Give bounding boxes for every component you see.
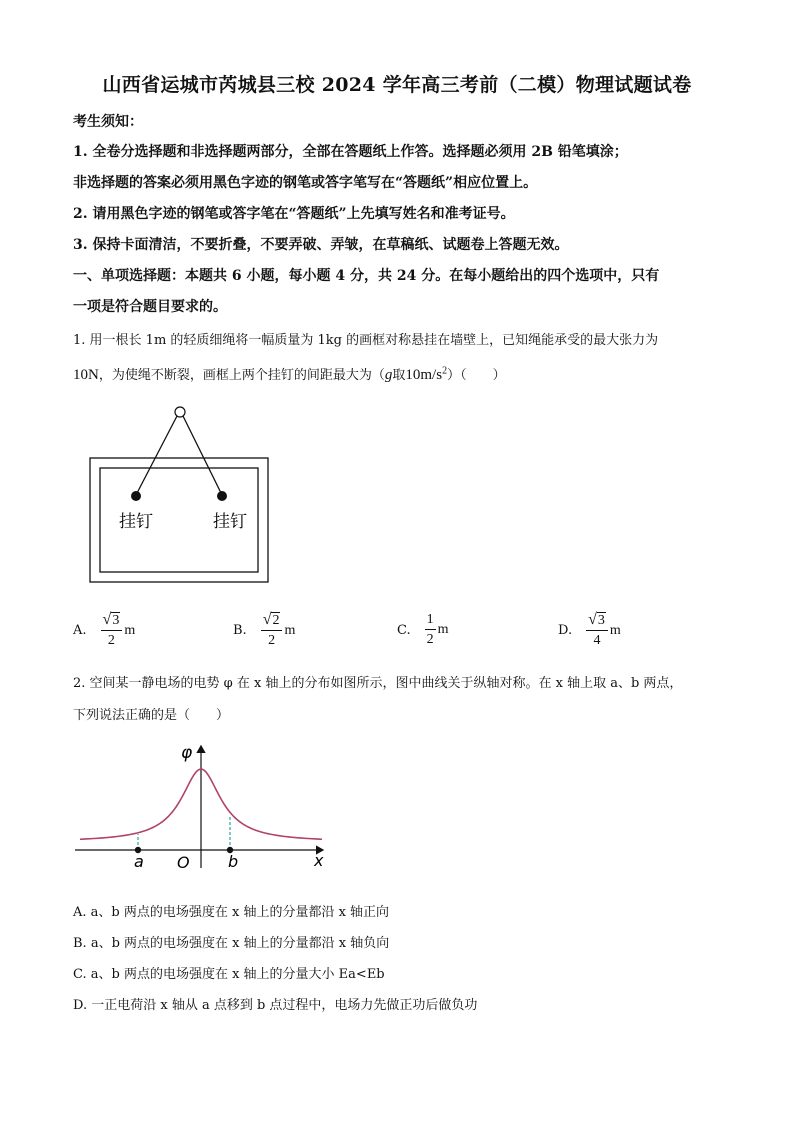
x-axis-label: x: [314, 851, 324, 870]
q1-option-d[interactable]: [558, 612, 621, 649]
point-b-label: b: [228, 852, 239, 871]
option-letter: B.: [233, 623, 247, 638]
picture-frame-figure: [85, 403, 275, 587]
option-fraction: $\frac{1}{2}$: [426, 612, 434, 647]
option-unit: m: [124, 622, 136, 638]
nail-right-dot: [217, 491, 227, 501]
section-heading-line-2: 一项是符合题目要求的。: [73, 299, 227, 315]
option-fraction: √ 3 4: [586, 612, 608, 649]
potential-graph: [70, 738, 340, 874]
q1-option-c[interactable]: [397, 612, 449, 648]
g-symbol: g: [384, 367, 393, 383]
notice-item-2: 2. 请用黑色字迹的钢笔或答字笔在“答题纸”上先填写姓名和准考证号。: [73, 206, 515, 222]
q2-option-c[interactable]: C. a、b 两点的电场强度在 x 轴上的分量大小 Ea<Eb: [73, 967, 385, 982]
notice-heading: 考生须知：: [73, 114, 143, 130]
q1-option-a[interactable]: [73, 612, 135, 649]
option-letter: C.: [397, 622, 411, 638]
nail-left-dot: [131, 491, 141, 501]
question-1-stem-line-1: 1. 用一根长 1m 的轻质细绳将一幅质量为 1kg 的画框对称悬挂在墙壁上，已知绳能承受的最大张力为: [73, 333, 659, 348]
y-axis-label: φ: [181, 743, 193, 763]
option-letter: D.: [558, 623, 573, 638]
notice-item-1-line-2: 非选择题的答案必须用黑色字迹的钢笔或答字笔写在“答题纸”相应位置上。: [73, 175, 538, 191]
tension-value: 10N: [73, 367, 99, 383]
rope-left: [136, 416, 177, 495]
page-title: 山西省运城市芮城县三校 2024 学年高三考前（二模）物理试题试卷: [102, 74, 692, 96]
option-unit: m: [437, 622, 449, 637]
question-2-stem-line-1: 2. 空间某一静电场的电势 φ 在 x 轴上的分布如图所示，图中曲线关于纵轴对称。在 x 轴上取 a、b 两点，: [73, 676, 683, 691]
g-exponent: 2: [442, 365, 448, 377]
nail-left-label: 挂钉: [119, 512, 153, 532]
option-fraction: √ 2 2: [261, 612, 283, 649]
question-1-mid-text: ，为使绳不断裂，画框上两个挂钉的间距最大为（: [98, 368, 385, 383]
q2-option-a[interactable]: A. a、b 两点的电场强度在 x 轴上的分量都沿 x 轴正向: [73, 905, 390, 920]
g-value: 10m/s: [405, 367, 443, 383]
option-letter: A.: [73, 623, 87, 638]
notice-item-1-line-1: 1. 全卷分选择题和非选择题两部分，全部在答题纸上作答。选择题必须用 2B 铅笔填涂；: [73, 144, 628, 160]
question-2-stem-line-2: 下列说法正确的是（ ）: [73, 708, 230, 723]
hook-icon: [175, 407, 185, 417]
q2-option-d[interactable]: D. 一正电荷沿 x 轴从 a 点移到 b 点过程中，电场力先做正功后做负功: [73, 998, 478, 1013]
section-heading-line-1: 一、单项选择题：本题共 6 小题，每小题 4 分，共 24 分。在每小题给出的四个选项中，只有: [73, 268, 660, 284]
option-unit: m: [609, 622, 621, 638]
q2-option-b[interactable]: B. a、b 两点的电场强度在 x 轴上的分量都沿 x 轴负向: [73, 936, 390, 951]
point-a-label: a: [134, 852, 144, 871]
take-text: 取: [392, 368, 406, 383]
rope-right: [183, 416, 222, 495]
q1-option-b[interactable]: [233, 612, 295, 649]
origin-label: O: [177, 853, 190, 872]
question-1-tail: ）（ ）: [447, 368, 506, 383]
question-1-stem-line-2: [73, 364, 506, 384]
nail-right-label: 挂钉: [213, 512, 247, 532]
notice-item-3: 3. 保持卡面清洁，不要折叠，不要弄破、弄皱，在草稿纸、试题卷上答题无效。: [73, 237, 569, 253]
option-fraction: √ 3 2: [101, 612, 123, 649]
option-unit: m: [284, 622, 296, 638]
